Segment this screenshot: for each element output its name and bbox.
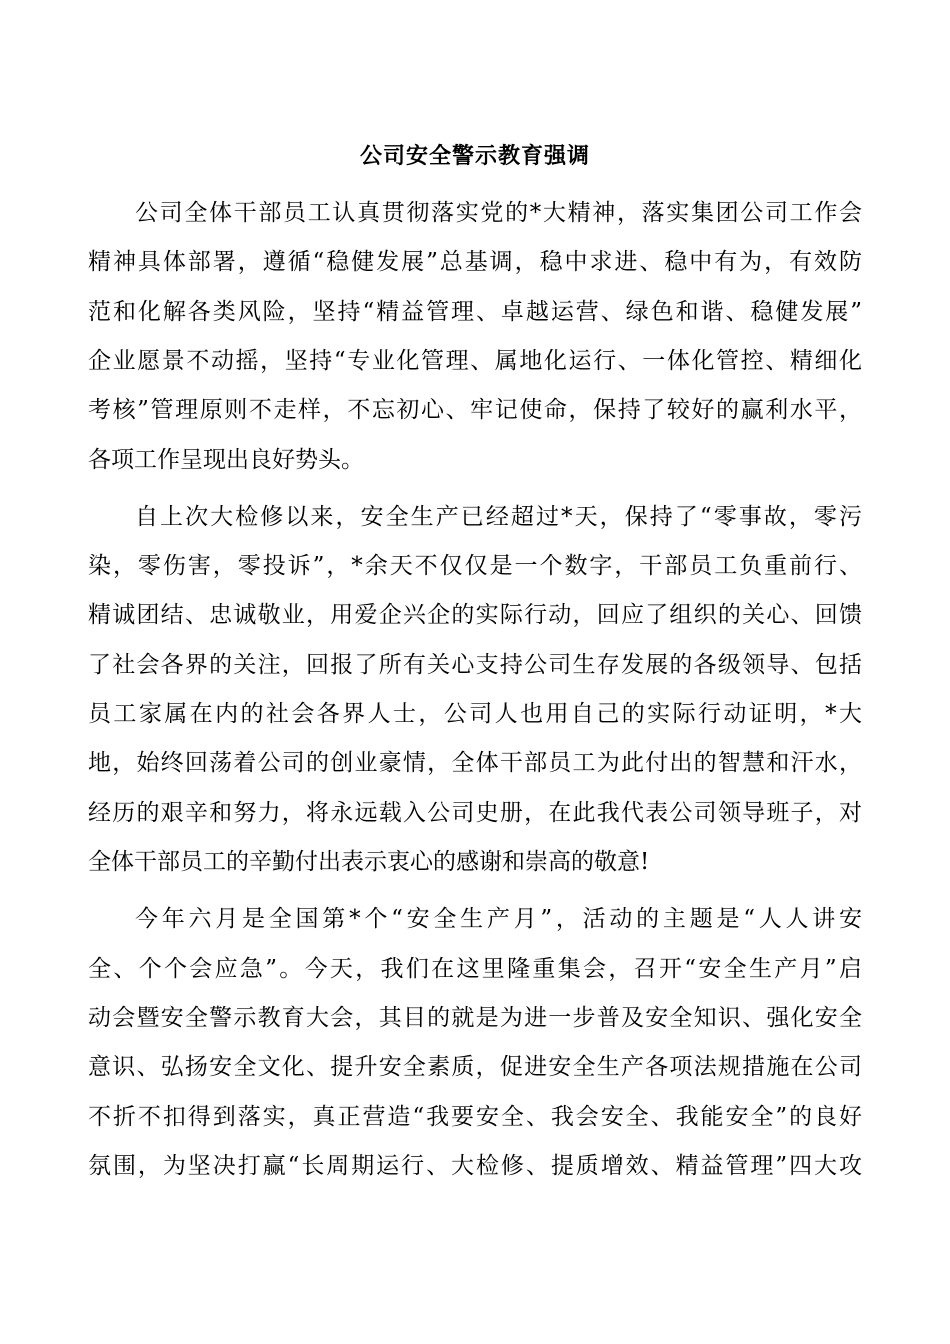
paragraph-3-line-6: 氛围，为坚决打赢“长周期运行、大检修、提质增效、精益管理”四大攻 (88, 1153, 862, 1179)
paragraph-3-line-4: 意识、弘扬安全文化、提升安全素质，促进安全生产各项法规措施在公司 (88, 1054, 862, 1080)
paragraph-1-line-1: 公司全体干部员工认真贯彻落实党的*大精神，落实集团公司工作会 (135, 200, 862, 226)
paragraph-2-line-3: 精诚团结、忠诚敬业，用爱企兴企的实际行动，回应了组织的关心、回馈 (88, 602, 862, 628)
paragraph-1-line-6: 各项工作呈现出良好势头。 (88, 447, 364, 473)
paragraph-2-line-8: 全体干部员工的辛勤付出表示衷心的感谢和崇高的敬意! (88, 849, 650, 875)
paragraph-2-line-2: 染，零伤害，零投诉”，*余天不仅仅是一个数字，干部员工负重前行、 (88, 553, 862, 579)
paragraph-3-line-3: 动会暨安全警示教育大会，其目的就是为进一步普及安全知识、强化安全 (88, 1005, 862, 1031)
paragraph-3-line-2: 全、个个会应急”。今天，我们在这里隆重集会，召开“安全生产月”启 (88, 956, 862, 982)
paragraph-1-line-3: 范和化解各类风险，坚持“精益管理、卓越运营、绿色和谐、稳健发展” (88, 299, 862, 325)
paragraph-3-line-1: 今年六月是全国第*个“安全生产月”，活动的主题是“人人讲安 (135, 906, 862, 932)
paragraph-1-line-4: 企业愿景不动摇，坚持“专业化管理、属地化运行、一体化管控、精细化 (88, 348, 862, 374)
document-title: 公司安全警示教育强调 (359, 143, 590, 169)
paragraph-3-line-5: 不折不扣得到落实，真正营造“我要安全、我会安全、我能安全”的良好 (88, 1104, 862, 1130)
paragraph-2-line-4: 了社会各界的关注，回报了所有关心支持公司生存发展的各级领导、包括 (88, 652, 862, 678)
paragraph-2-line-1: 自上次大检修以来，安全生产已经超过*天，保持了“零事故，零污 (135, 504, 862, 530)
paragraph-2-line-7: 经历的艰辛和努力，将永远载入公司史册，在此我代表公司领导班子，对 (88, 800, 862, 826)
paragraph-1-line-5: 考核”管理原则不走样，不忘初心、牢记使命，保持了较好的赢利水平， (88, 397, 862, 423)
paragraph-2-line-5: 员工家属在内的社会各界人士，公司人也用自己的实际行动证明，*大 (88, 701, 862, 727)
paragraph-1-line-2: 精神具体部署，遵循“稳健发展”总基调，稳中求进、稳中有为，有效防 (88, 249, 862, 275)
paragraph-2-line-6: 地，始终回荡着公司的创业豪情，全体干部员工为此付出的智慧和汗水， (88, 750, 862, 776)
